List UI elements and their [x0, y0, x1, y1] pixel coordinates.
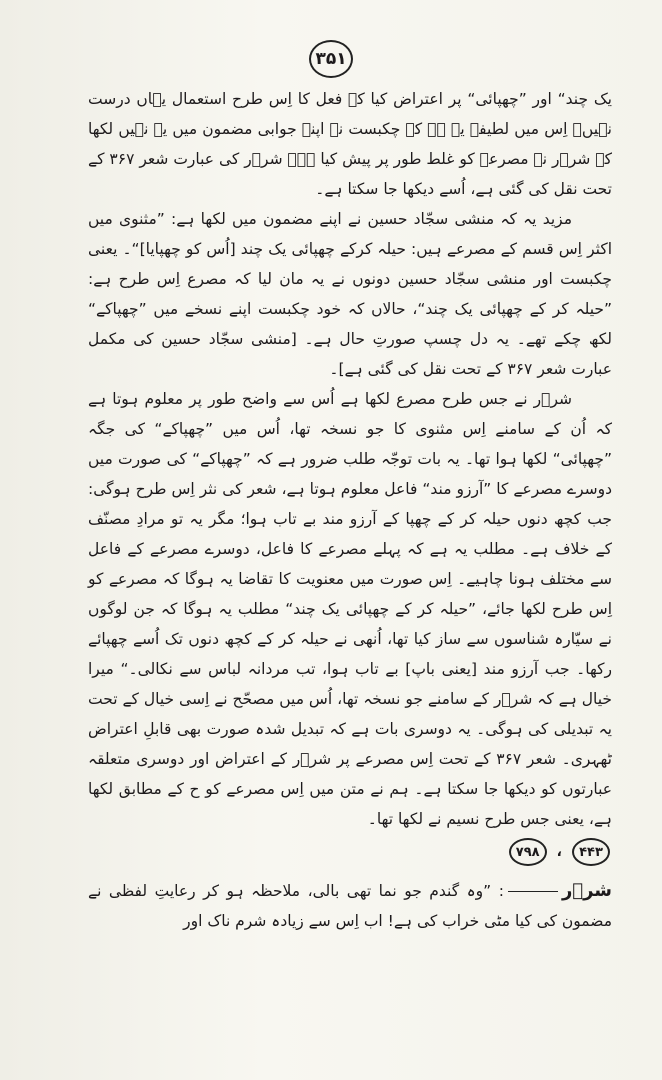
paragraph-1: یک چند“ اور ”چھپائی“ پر اعتراض کیا کہ فعل کا اِس طرح استعمال یہاں درست نہیں۔ اِس میں لطیفہ یہ ہے کہ چکبست نے اپنے جوابی مضمون میں یہ نہیں لکھا کہ شرؔر نے مصرعے کو غلط طور پر پیش کیا ہے۔ شرؔر کی عبارت شعر ۳۶۷ کے تحت نقل کی گئی ہے، اُسے دیکھا جا سکتا ہے۔ [88, 90, 612, 198]
dash-divider [508, 891, 558, 892]
paragraph-3: شرؔر نے جس طرح مصرع لکھا ہے اُس سے واضح طور پر معلوم ہوتا ہے کہ اُن کے سامنے اِس مثنوی کا جو نسخہ تھا، اُس میں ”چھپاکے“ کی جگہ ”چھپائی“ لکھا ہوا تھا۔ یہ بات توجّہ طلب ضرور ہے کہ ”چھپاکے“ کی صورت میں دوسرے مصرعے کا ”آرزو مند“ فاعل معلوم ہوتا ہے، شعر کی نثر اِس طرح ہوگی: جب کچھ دنوں حیلہ کر کے چھپا کے آرزو مند بے تاب ہوا؛ مگر یہ تو مرادِ مصنّف کے خلاف ہے۔ مطلب یہ ہے کہ پہلے مصرعے کا فاعل، دوسرے مصرعے کے فاعل سے مختلف ہونا چاہیے۔ اِس صورت میں معنویت کا تقاضا یہ ہوگا کہ مصرعے کو اِس طرح لکھا جائے، ”حیلہ کر کے چھپائی یک چند“ مطلب یہ ہوگا کہ جن لوگوں نے سیّارہ شناسوں سے ساز کیا تھا، اُنھی نے حیلہ کر کے کچھ دنوں تک اُسے چھپائے رکھا۔ جب آرزو مند [یعنی باپ] بے تاب ہوا، تب مردانہ لباس سے نکالی۔“ میرا خیال ہے کہ شرؔر کے سامنے جو نسخہ تھا، اُس میں مصحّح نے اِسی خیال کے تحت یہ تبدیلی کی ہوگی۔ یہ دوسری بات ہے کہ تبدیل شدہ صورت بھی قابلِ اعتراض ٹھہری۔ شعر ۳۶۷ کے تحت اِس مصرعے پر شرؔر کے اعتراض اور دوسری متعلقہ عبارتوں کو دیکھا جا سکتا ہے۔ ہم نے متن میں اِس مصرعے کو ح کے مطابق لکھا ہے، یعنی جس طرح نسیم نے لکھا تھا۔ [88, 390, 612, 828]
circled-references [0, 838, 662, 866]
quote-speaker: شرؔر [561, 880, 612, 901]
reference-2: ۷۹۸ [509, 838, 547, 866]
reference-separator: ، [556, 844, 562, 860]
quoted-passage [88, 876, 612, 936]
reference-1: ۴۴۳ [572, 838, 610, 866]
quote-text: : ”وہ گندم جو نما تھی بالی، ملاحظہ ہو کر رعایتِ لفظی نے مضمون کی کیا مٹی خراب کی ہے! اب اِس سے زیادہ شرم ناک اور [88, 882, 612, 930]
paragraph-2: مزید یہ کہ منشی سجّاد حسین نے اپنے مضمون میں لکھا ہے: ”مثنوی میں اکثر اِس قسم کے مصرعے ہیں: حیلہ کرکے چھپائی یک چند [اُس کو چھپایا]“۔ یعنی چکبست اور منشی سجّاد حسین دونوں نے یہ مان لیا کہ مصرع اِس طرح ہے: ”حیلہ کر کے چھپائی یک چند“، حالاں کہ خود چکبست اپنے نسخے میں ”چھپاکے“ لکھ چکے تھے۔ یہ دل چسپ صورتِ حال ہے۔ [منشی سجّاد حسین کی مکمل عبارت شعر ۳۶۷ کے تحت نقل کی گئی ہے]۔ [88, 210, 612, 378]
body-text [88, 84, 612, 834]
page-number-container [0, 0, 662, 78]
page-number: ۳۵۱ [309, 40, 353, 78]
